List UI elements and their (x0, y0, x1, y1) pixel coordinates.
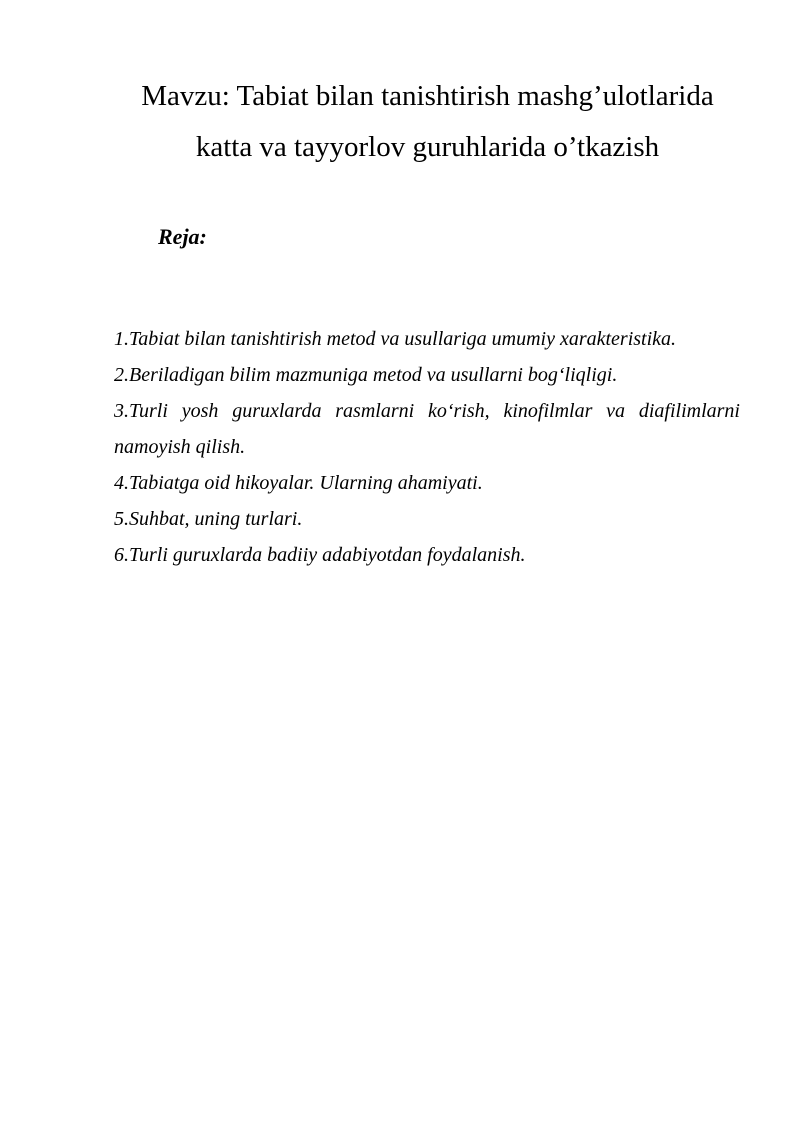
plan-item-4: 4.Tabiatga oid hikoyalar. Ularning ahamiyati. (114, 472, 483, 494)
plan-heading: Reja: (158, 224, 207, 249)
document-title-line-2: katta va tayyorlov guruhlarida o’tkazish (195, 131, 660, 163)
plan-item-1: 1.Tabiat bilan tanishtirish metod va usullariga umumiy xarakteristika. (114, 328, 677, 350)
plan-item-3: 3.Turli yosh guruxlarda rasmlarni ko‘rish, kinofilmlar va diafilimlarni namoyish qilish. (114, 400, 740, 458)
plan-item-6: 6.Turli guruxlarda badiiy adabiyotdan foydalanish. (114, 544, 526, 566)
document-title-line-1: Mavzu: Tabiat bilan tanishtirish mashg’ulotlarida (141, 80, 714, 112)
plan-list (114, 321, 740, 573)
plan-item-5: 5.Suhbat, uning turlari. (114, 508, 303, 530)
plan-item-2: 2.Beriladigan bilim mazmuniga metod va usullarni bog‘liqligi. (114, 364, 618, 386)
